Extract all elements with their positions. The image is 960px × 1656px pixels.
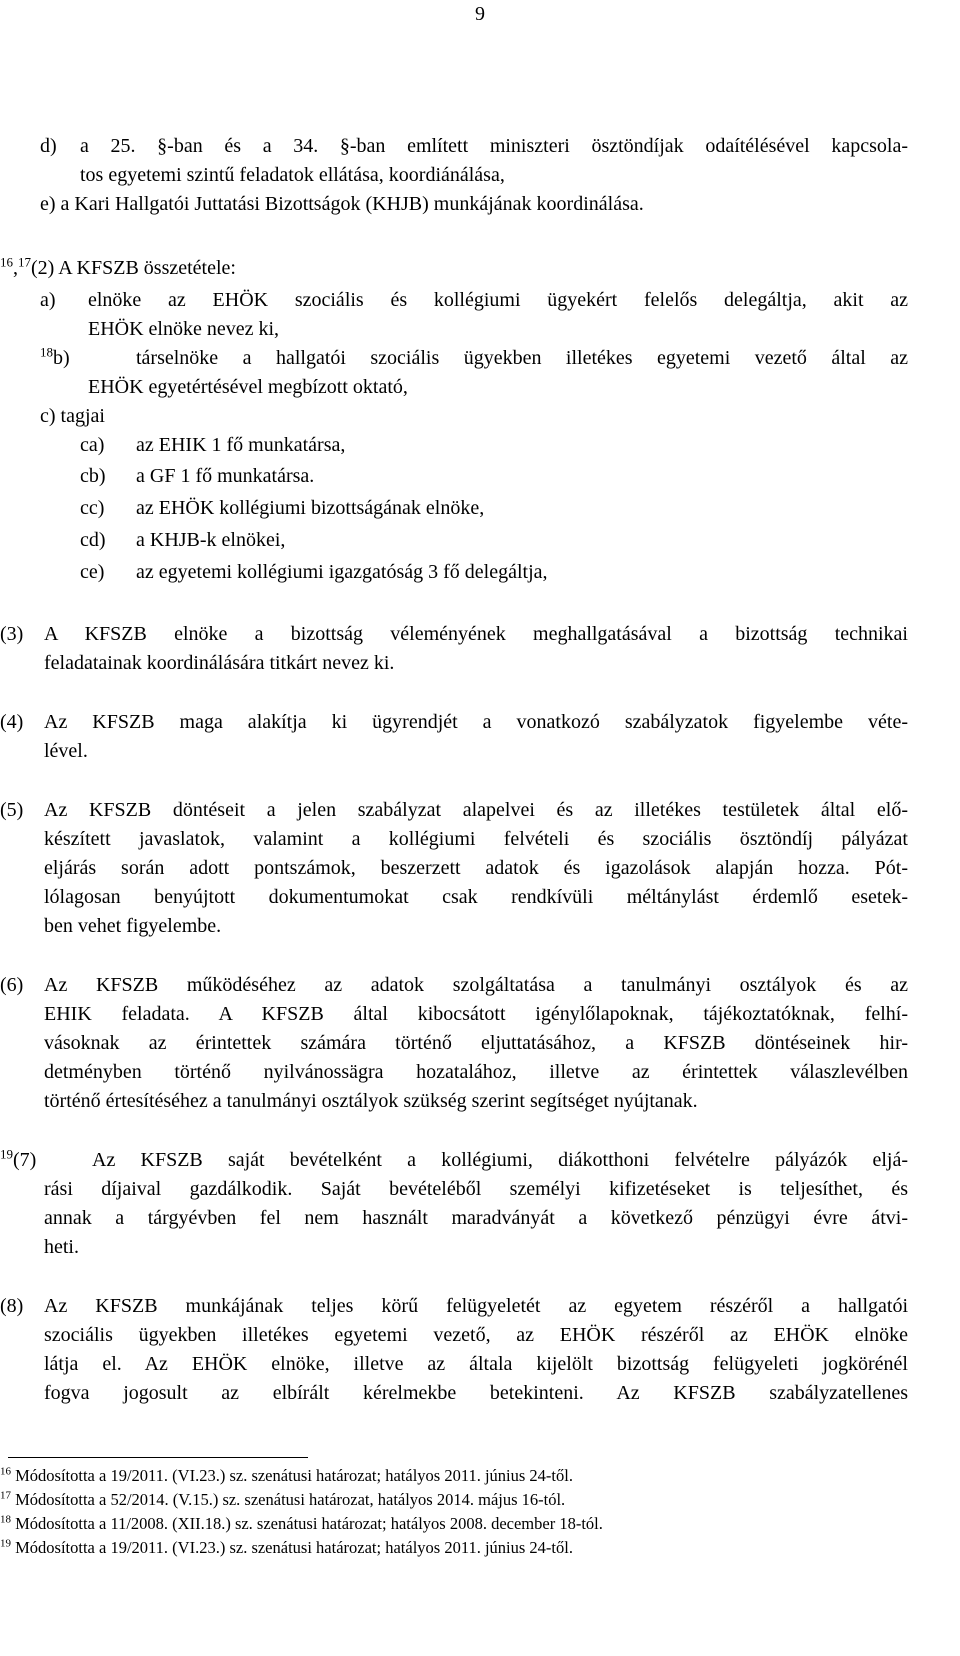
item-e: e) a Kari Hallgatói Juttatási Bizottságok (KHJB) munkájának koordinálása.: [40, 193, 644, 215]
p2-ca-label: ca): [80, 434, 105, 456]
footnote-ref-17: 17: [18, 254, 31, 270]
p6-line1: Az KFSZB működéséhez az adatok szolgáltatása a tanulmányi osztályok és az: [44, 974, 908, 996]
footnote-text: Módosította a 19/2011. (VI.23.) sz. szenátusi határozat; hatályos 2011. június 24-től.: [15, 1538, 573, 1557]
p5-line1: Az KFSZB döntéseit a jelen szabályzat alapelvei és az illetékes testületek által elő-: [44, 799, 908, 821]
page-number: 9: [475, 3, 485, 25]
footnote-text: Módosította a 11/2008. (XII.18.) sz. szenátusi határozat; hatályos 2008. december 18-tól.: [15, 1514, 603, 1533]
p7-line1: Az KFSZB saját bevételként a kollégiumi, diákotthoni felvételre pályázók eljá-: [92, 1149, 908, 1171]
p8-line1: Az KFSZB munkájának teljes körű felügyeletét az egyetem részéről a hallgatói: [44, 1295, 908, 1317]
p5-line2: készített javaslatok, valamint a kollégiumi felvételi és szociális ösztöndíj pályázat: [44, 828, 908, 850]
p8-label: (8): [0, 1295, 24, 1317]
footnote-19: [0, 1538, 573, 1558]
p2-cc-label: cc): [80, 497, 105, 519]
item-d-line1: a 25. §-ban és a 34. §-ban említett miniszteri ösztöndíjak odaítélésével kapcsola-: [80, 135, 908, 157]
paragraph-2-title: (2) A KFSZB összetétele:: [31, 257, 236, 279]
p6-line4: detményben történő nyilvánossägra hozatalához, illetve az érintettek válaszlevélben: [44, 1061, 908, 1083]
footnote-ref-19: 19: [0, 1146, 13, 1162]
p2-a-label: a): [40, 289, 56, 311]
p8-line3: látja el. Az EHÖK elnöke, illetve az általa kijelölt bizottság felügyeleti jogkörénél: [44, 1353, 908, 1375]
p2-b-line1: társelnöke a hallgatói szociális ügyekben illetékes egyetemi vezető által az: [136, 347, 908, 369]
footnote-separator: [8, 1457, 308, 1458]
p2-b-marker: [40, 344, 70, 373]
footnote-16: [0, 1466, 573, 1486]
p2-b-label: b): [53, 347, 70, 369]
p8-line4: fogva jogosult az elbírált kérelmekbe betekinteni. Az KFSZB szabályzatellenes: [44, 1382, 908, 1404]
p2-b-line2: EHÖK egyetértésével megbízott oktató,: [88, 376, 408, 398]
p6-line3: vásoknak az érintettek számára történő eljuttatásához, a KFSZB döntéseinek hir-: [44, 1032, 908, 1054]
footnote-17: [0, 1490, 565, 1510]
p2-cc-text: az EHÖK kollégiumi bizottságának elnöke,: [136, 497, 485, 519]
item-d-label: d): [40, 135, 57, 157]
p2-cd-text: a KHJB-k elnökei,: [136, 529, 286, 551]
p5-label: (5): [0, 799, 24, 821]
p5-line5: ben vehet figyelembe.: [44, 915, 222, 937]
p7-line4: heti.: [44, 1236, 79, 1258]
p2-a-line1: elnöke az EHÖK szociális és kollégiumi ügyekért felelős delegáltja, akit az: [88, 289, 908, 311]
p4-line2: lével.: [44, 740, 88, 762]
p6-line2: EHIK feladata. A KFSZB által kibocsátott igénylőlapoknak, tájékoztatóknak, felhí-: [44, 1003, 908, 1025]
p2-cb-text: a GF 1 fő munkatársa.: [136, 465, 315, 487]
footnote-18: [0, 1514, 603, 1534]
p3-label: (3): [0, 623, 24, 645]
p7-marker: [0, 1146, 36, 1175]
p2-c-line: c) tagjai: [40, 405, 105, 427]
p5-line3: eljárás során adott pontszámok, beszerzett adatok és igazolások alapján hozza. Pót-: [44, 857, 908, 879]
footnote-number: 19: [0, 1537, 11, 1550]
footnote-text: Módosította a 19/2011. (VI.23.) sz. szenátusi határozat; hatályos 2011. június 24-től.: [15, 1466, 573, 1485]
p4-label: (4): [0, 711, 24, 733]
p7-line2: rási díjaival gazdálkodik. Saját bevételéből személyi kifizetéseket is teljesíthet, és: [44, 1178, 908, 1200]
p2-ce-label: ce): [80, 561, 105, 583]
item-d-line2: tos egyetemi szintű feladatok ellátása, koordiánálása,: [80, 164, 505, 186]
footnote-ref-18: 18: [40, 344, 53, 360]
p3-line1: A KFSZB elnöke a bizottság véleményének meghallgatásával a bizottság technikai: [44, 623, 908, 645]
p2-cd-label: cd): [80, 529, 106, 551]
p2-a-line2: EHÖK elnöke nevez ki,: [88, 318, 280, 340]
footnote-number: 16: [0, 1465, 11, 1478]
p3-line2: feladatainak koordinálására titkárt nevez ki.: [44, 652, 395, 674]
p7-label: (7): [13, 1149, 37, 1171]
p2-cb-label: cb): [80, 465, 106, 487]
p2-ce-text: az egyetemi kollégiumi igazgatóság 3 fő delegáltja,: [136, 561, 548, 583]
footnote-ref-16: 16: [0, 254, 13, 270]
footnote-ref-sep: ,: [13, 257, 18, 279]
p8-line2: szociális ügyekben illetékes egyetemi vezető, az EHÖK részéről az EHÖK elnöke: [44, 1324, 908, 1346]
p6-label: (6): [0, 974, 24, 996]
paragraph-2-heading: [0, 254, 236, 283]
p2-ca-text: az EHIK 1 fő munkatársa,: [136, 434, 346, 456]
footnote-number: 18: [0, 1513, 11, 1526]
p7-line3: annak a tárgyévben fel nem használt maradványát a következő pénzügyi évre átvi-: [44, 1207, 908, 1229]
footnote-number: 17: [0, 1489, 11, 1502]
footnote-text: Módosította a 52/2014. (V.15.) sz. szenátusi határozat, hatályos 2014. május 16-tól.: [15, 1490, 566, 1509]
p4-line1: Az KFSZB maga alakítja ki ügyrendjét a vonatkozó szabályzatok figyelembe véte-: [44, 711, 908, 733]
p5-line4: lólagosan benyújtott dokumentumokat csak rendkívüli méltánylást érdemlő esetek-: [44, 886, 908, 908]
p6-line5: történő értesítéséhez a tanulmányi osztályok szükség szerint segítséget nyújtanak.: [44, 1090, 698, 1112]
